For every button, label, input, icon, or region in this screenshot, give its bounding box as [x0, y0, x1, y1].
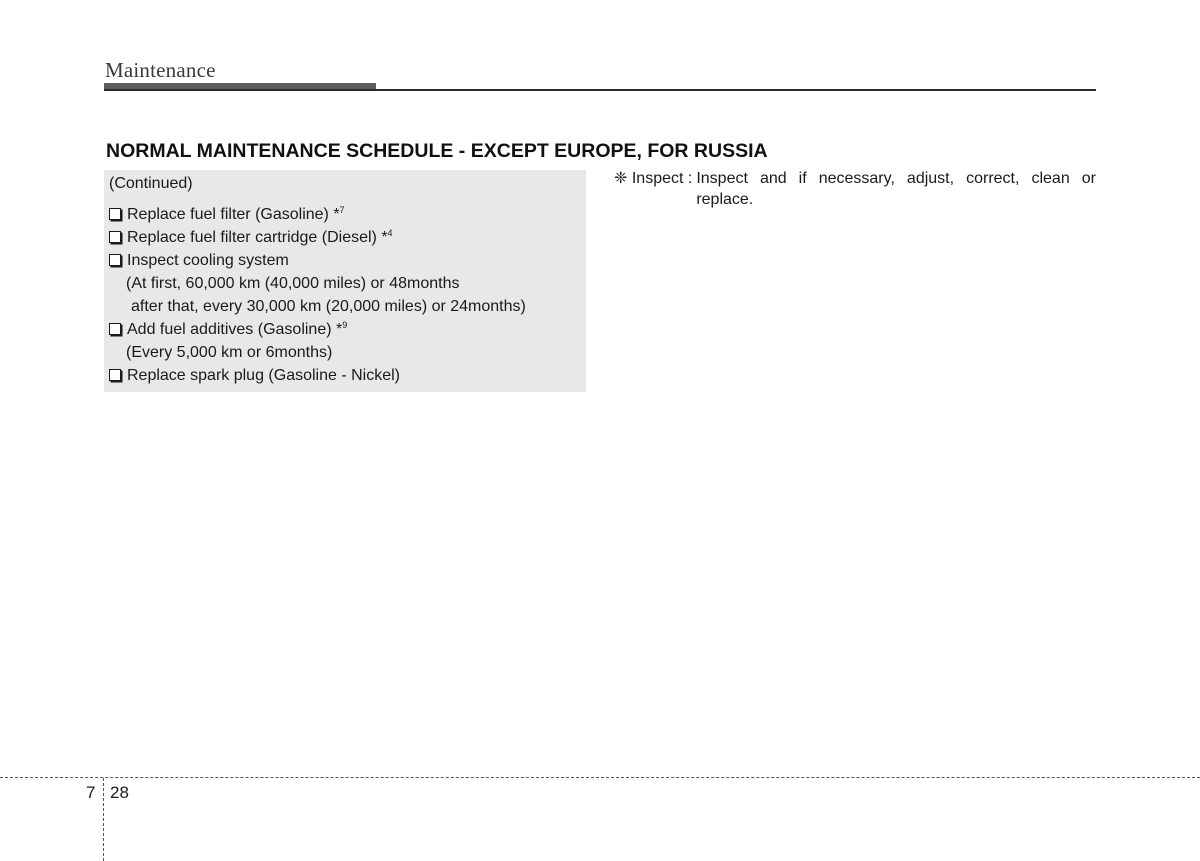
inspect-note-label: ❈ Inspect : — [614, 170, 693, 187]
section-title: Maintenance — [105, 58, 216, 82]
footnote-ref: 7 — [339, 205, 345, 215]
schedule-item-spark-plug: Replace spark plug (Gasoline - Nickel) — [109, 366, 400, 386]
page-heading: NORMAL MAINTENANCE SCHEDULE - EXCEPT EUROPE, FOR RUSSIA — [106, 140, 768, 162]
footnote-ref: 9 — [342, 320, 348, 330]
inspect-note — [614, 168, 1096, 210]
schedule-item-cooling-interval-2: after that, every 30,000 km (20,000 miles) or 24months) — [131, 298, 526, 315]
page-number: 28 — [110, 783, 129, 802]
schedule-item-cooling-system: Inspect cooling system — [109, 251, 289, 271]
chapter-number: 7 — [86, 783, 96, 802]
checkbox-icon — [109, 323, 121, 335]
schedule-item-cooling-interval-1: (At first, 60,000 km (40,000 miles) or 48months — [126, 275, 460, 292]
schedule-item-fuel-filter: Replace fuel filter (Gasoline) *$^7$ — [109, 205, 345, 225]
schedule-item-fuel-additives: Add fuel additives (Gasoline) *$^9$ — [109, 320, 347, 340]
footnote-ref: 4 — [387, 228, 393, 238]
checkbox-icon — [109, 254, 121, 266]
checkbox-icon — [109, 231, 121, 243]
footer-rule — [0, 777, 1200, 778]
schedule-box — [104, 170, 586, 392]
inspect-note-text: Inspect and if necessary, adjust, correct, clean or replace. — [696, 170, 1096, 208]
footer-divider — [103, 778, 104, 861]
continued-label: (Continued) — [109, 175, 193, 192]
schedule-item-fuel-filter-cartridge: Replace fuel filter cartridge (Diesel) *$^4$ — [109, 228, 393, 248]
checkbox-icon — [109, 369, 121, 381]
header-rule — [104, 89, 1096, 91]
schedule-item-additives-interval: (Every 5,000 km or 6months) — [126, 344, 333, 361]
checkbox-icon — [109, 208, 121, 220]
